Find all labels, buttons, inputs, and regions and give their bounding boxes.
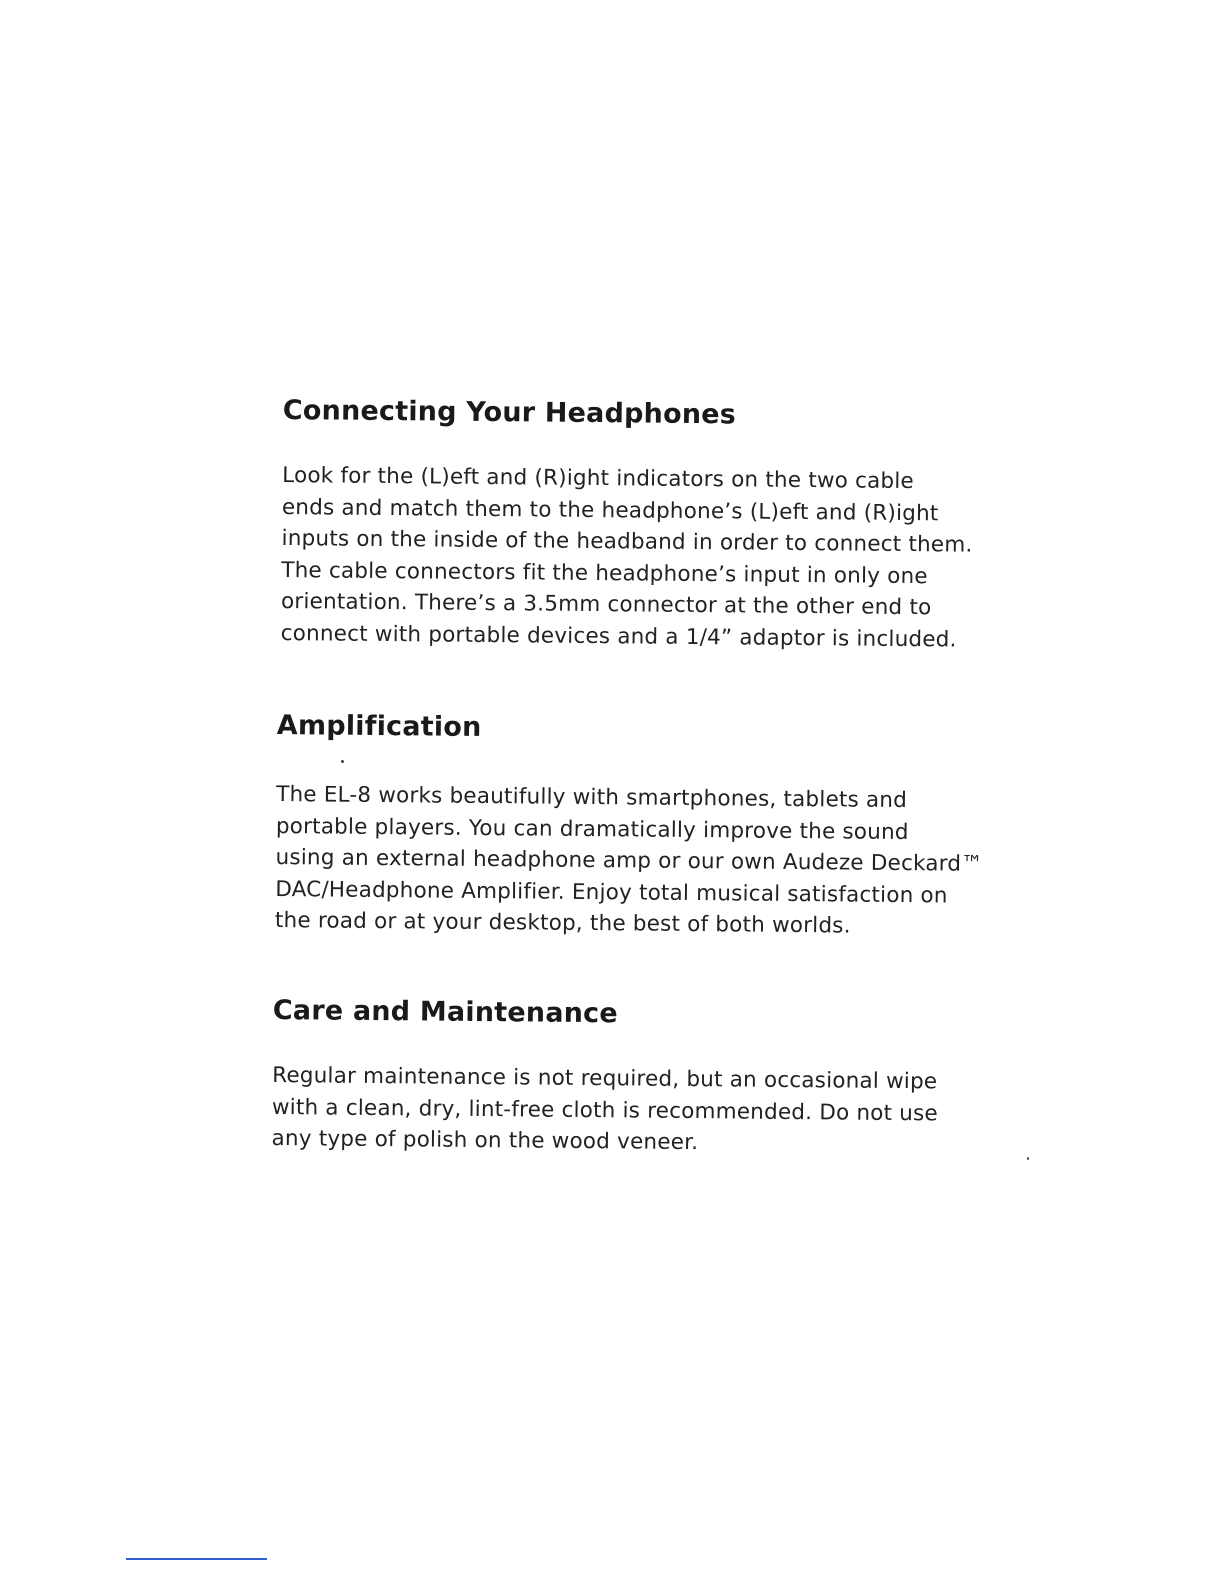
text-line: DAC/Headphone Amplifier. Enjoy total musical satisfaction on bbox=[275, 876, 948, 908]
text-line: Regular maintenance is not required, but an occasional wipe bbox=[272, 1062, 938, 1095]
text-line: The cable connectors fit the headphone’s input in only one bbox=[281, 557, 928, 589]
scan-speck bbox=[341, 760, 344, 763]
heading-care-maintenance: Care and Maintenance bbox=[272, 995, 618, 1030]
footer-rule bbox=[126, 1558, 267, 1560]
section-connecting-headphones bbox=[281, 395, 1043, 656]
text-line: the road or at your desktop, the best of both worlds. bbox=[274, 907, 851, 939]
text-line: The EL-8 works beautifully with smartphones, tablets and bbox=[276, 781, 908, 814]
text-line: with a clean, dry, lint-free cloth is recommended. Do not use bbox=[271, 1094, 939, 1126]
text-line: connect with portable devices and a 1/4” adaptor is included. bbox=[280, 620, 957, 652]
text-line: ends and match them to the headphone’s (L)eft and (R)ight bbox=[281, 494, 939, 526]
text-line: any type of polish on the wood veneer. bbox=[271, 1125, 699, 1156]
text-line: orientation. There’s a 3.5mm connector at the other end to bbox=[280, 588, 932, 621]
paragraph-connecting-headphones bbox=[281, 460, 1043, 656]
scan-speck bbox=[1027, 1157, 1029, 1160]
paragraph-amplification bbox=[275, 779, 1036, 944]
section-amplification bbox=[275, 710, 1037, 944]
paragraph-care-maintenance bbox=[271, 1060, 1032, 1162]
heading-connecting-headphones: Connecting Your Headphones bbox=[282, 395, 737, 431]
text-line: using an external headphone amp or our own Audeze Deckard™ bbox=[275, 844, 984, 877]
text-line: portable players. You can dramatically improve the sound bbox=[275, 813, 909, 845]
section-care-maintenance bbox=[271, 995, 1032, 1162]
text-line: inputs on the inside of the headband in order to connect them. bbox=[281, 525, 973, 558]
heading-amplification: Amplification bbox=[276, 710, 482, 743]
text-line: Look for the (L)eft and (R)ight indicators on the two cable bbox=[282, 462, 915, 495]
